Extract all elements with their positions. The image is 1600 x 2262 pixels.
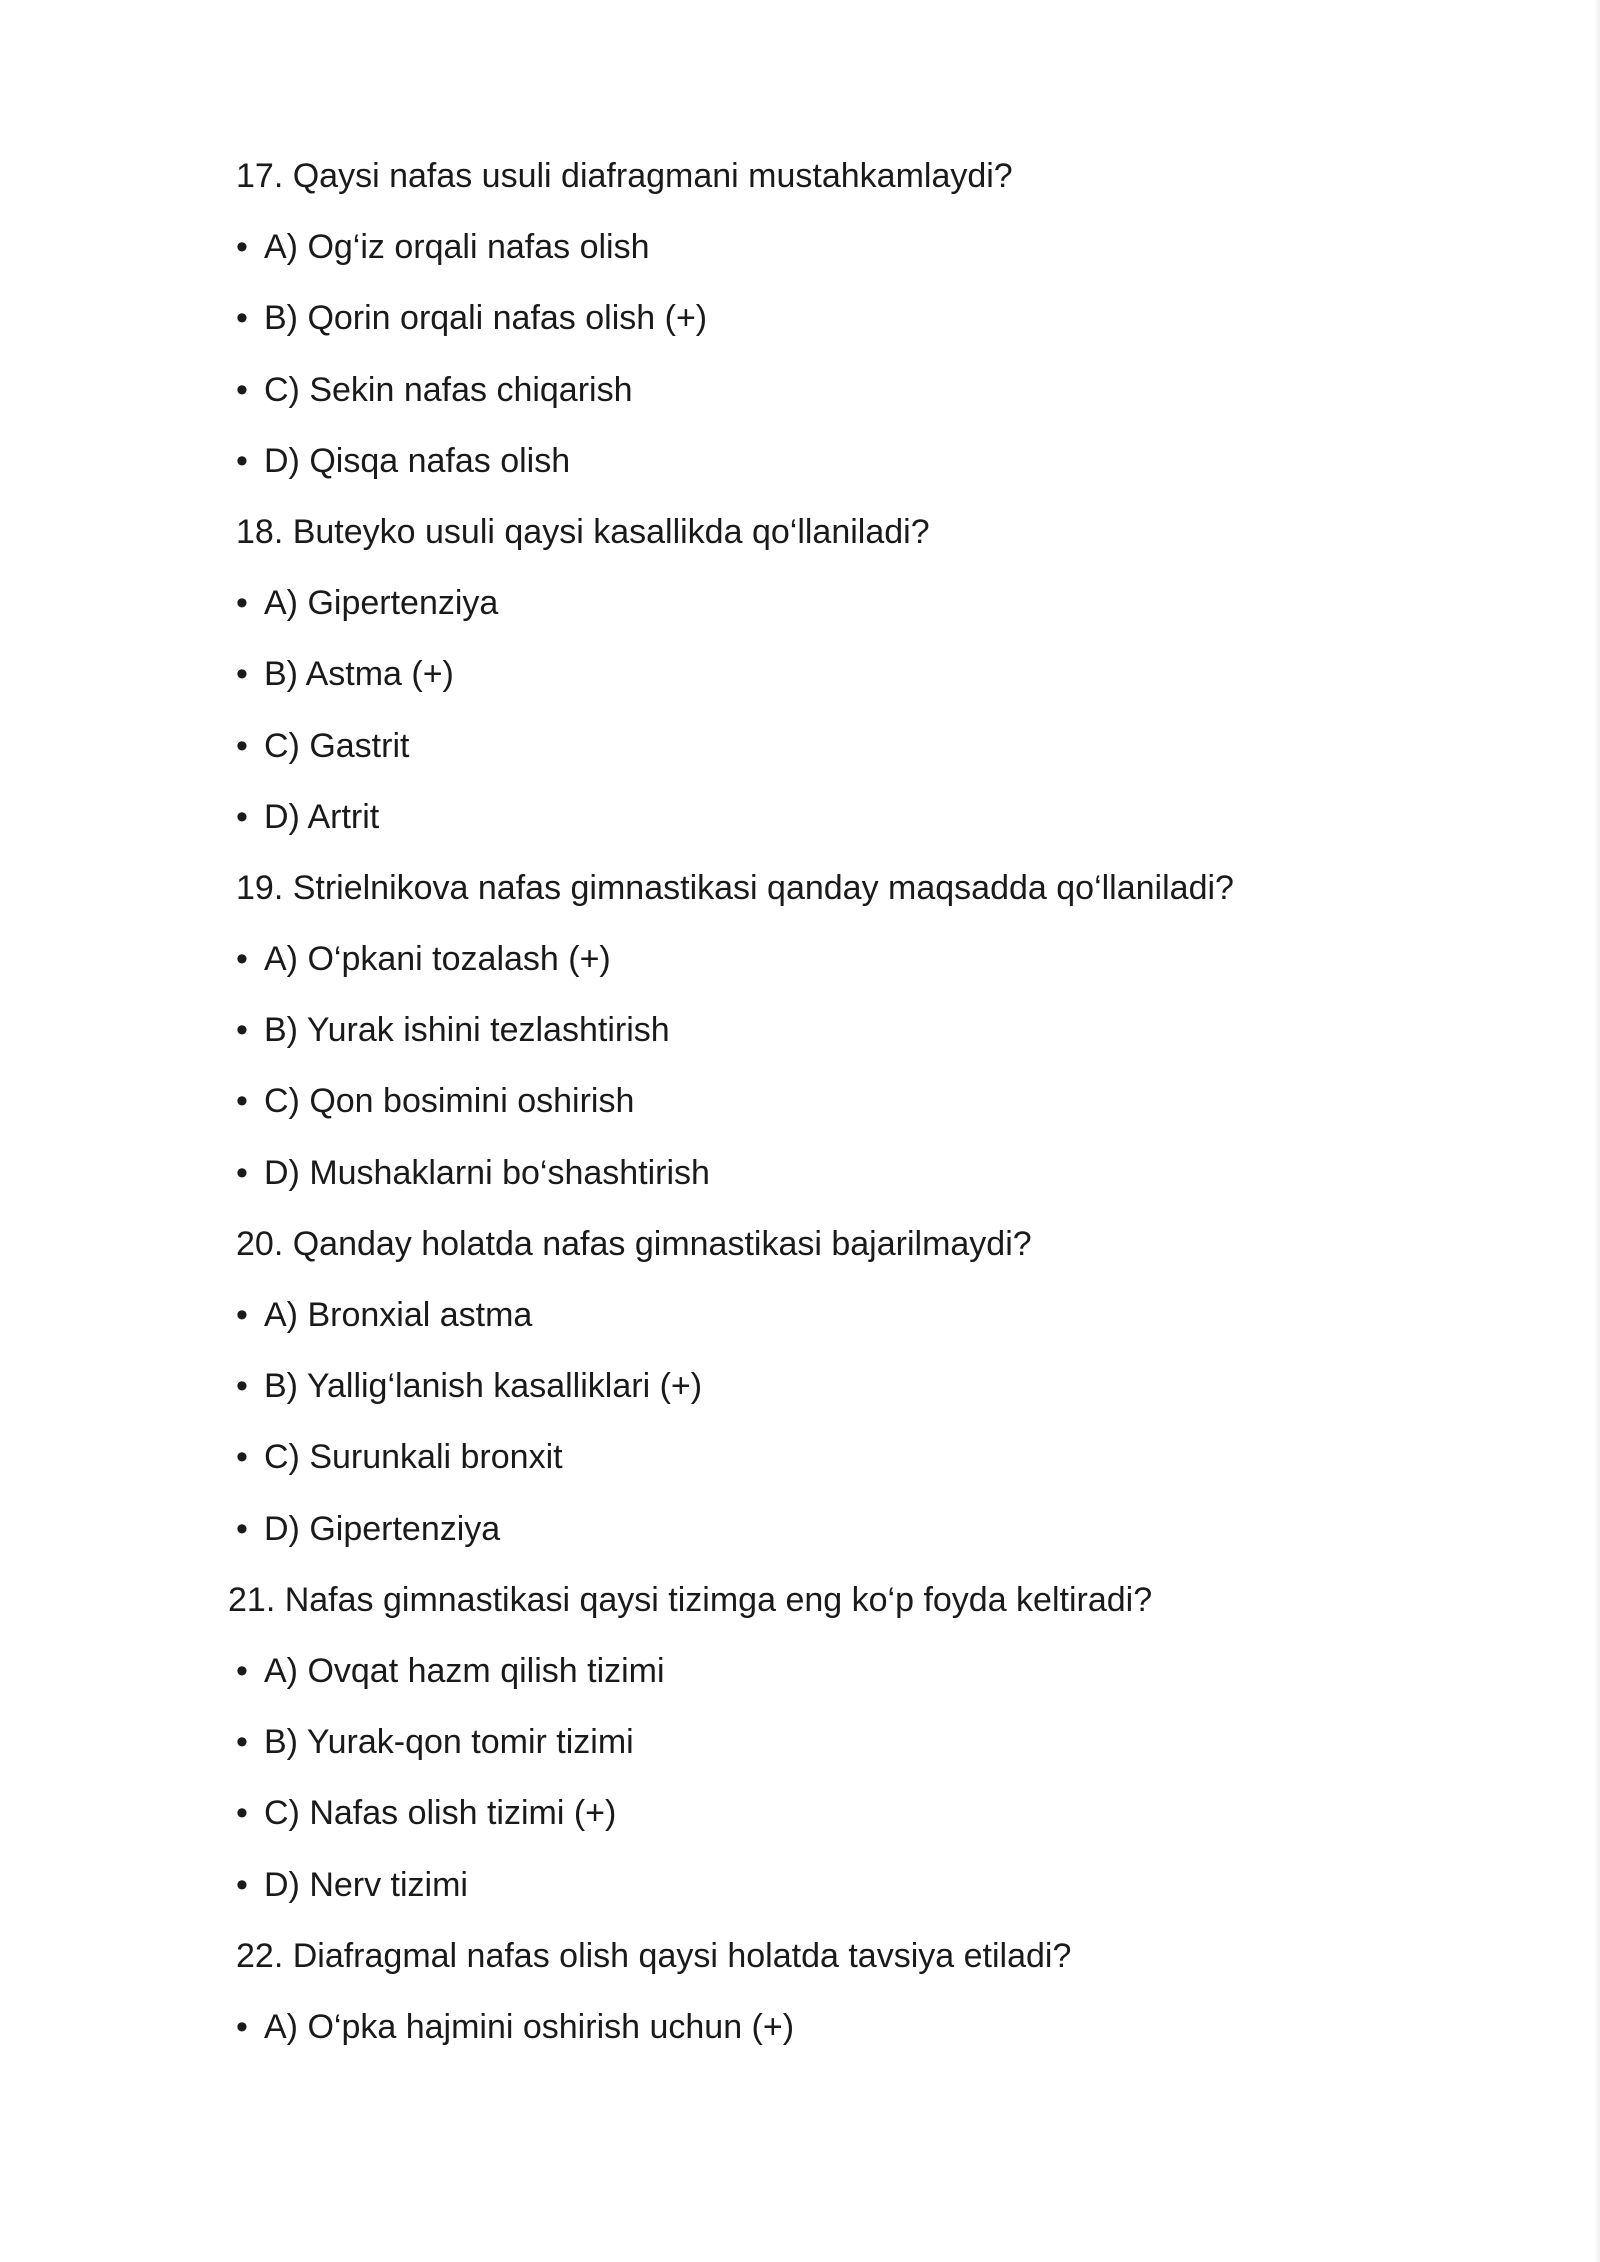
option-text: C) Sekin nafas chiqarish (264, 370, 633, 409)
option-text: A) Og‘iz orqali nafas olish (264, 228, 650, 267)
option-text: B) Yurak ishini tezlashtirish (264, 1011, 670, 1050)
bullet-icon: • (236, 1082, 248, 1121)
option-17-a (236, 219, 1476, 290)
option-18-b (236, 646, 1476, 717)
option-19-c (236, 1073, 1476, 1144)
bullet-icon: • (236, 1367, 248, 1406)
option-17-d (236, 433, 1476, 504)
option-text: D) Gipertenziya (264, 1509, 501, 1548)
option-19-d (236, 1145, 1476, 1216)
option-21-a (236, 1643, 1476, 1714)
option-18-c (236, 718, 1476, 789)
option-text: A) O‘pkani tozalash (+) (264, 940, 611, 979)
option-text: D) Nerv tizimi (264, 1865, 468, 1904)
question-21: 21. Nafas gimnastikasi qaysi tizimga eng ko‘p foyda keltiradi? (228, 1580, 1153, 1619)
option-text: C) Nafas olish tizimi (+) (264, 1794, 617, 1833)
question-22: 22. Diafragmal nafas olish qaysi holatda tavsiya etiladi? (236, 1936, 1072, 1975)
option-text: A) O‘pka hajmini oshirish uchun (+) (264, 2007, 795, 2046)
option-text: A) Ovqat hazm qilish tizimi (264, 1651, 665, 1690)
option-text: B) Qorin orqali nafas olish (+) (264, 299, 708, 338)
option-text: C) Surunkali bronxit (264, 1438, 563, 1477)
question-18: 18. Buteyko usuli qaysi kasallikda qo‘llaniladi? (236, 512, 930, 551)
bullet-icon: • (236, 2007, 248, 2046)
question-20: 20. Qanday holatda nafas gimnastikasi bajarilmaydi? (236, 1224, 1032, 1263)
page-edge-shadow (1594, 0, 1600, 2262)
bullet-icon: • (236, 1438, 248, 1477)
option-22-a (236, 1999, 1476, 2070)
option-21-b (236, 1714, 1476, 1785)
bullet-icon: • (236, 441, 248, 480)
option-text: B) Yallig‘lanish kasalliklari (+) (264, 1367, 703, 1406)
bullet-icon: • (236, 370, 248, 409)
option-18-d (236, 789, 1476, 860)
option-19-a (236, 931, 1476, 1002)
option-text: D) Mushaklarni bo‘shashtirish (264, 1153, 710, 1192)
document-body (228, 148, 1476, 2070)
option-20-d (236, 1501, 1476, 1572)
option-text: B) Astma (+) (264, 655, 454, 694)
option-text: A) Bronxial astma (264, 1296, 533, 1334)
bullet-icon: • (236, 1153, 248, 1192)
bullet-icon: • (236, 1296, 248, 1334)
bullet-icon: • (236, 940, 248, 979)
option-text: B) Yurak-qon tomir tizimi (264, 1723, 634, 1762)
option-20-b (236, 1358, 1476, 1429)
option-text: D) Qisqa nafas olish (264, 441, 571, 480)
bullet-icon: • (236, 1794, 248, 1833)
option-text: A) Gipertenziya (264, 584, 499, 623)
option-18-a (236, 575, 1476, 646)
bullet-icon: • (236, 1651, 248, 1690)
option-17-b (236, 290, 1476, 361)
option-20-a (236, 1287, 1476, 1358)
question-19: 19. Strielnikova nafas gimnastikasi qanday maqsadda qo‘llaniladi? (236, 868, 1234, 907)
bullet-icon: • (236, 1509, 248, 1548)
option-17-c (236, 362, 1476, 433)
option-text: C) Gastrit (264, 726, 410, 765)
bullet-icon: • (236, 1011, 248, 1050)
bullet-icon: • (236, 1723, 248, 1762)
option-21-c (236, 1785, 1476, 1856)
bullet-icon: • (236, 584, 248, 623)
option-19-b (236, 1002, 1476, 1073)
bullet-icon: • (236, 797, 248, 836)
bullet-icon: • (236, 228, 248, 267)
bullet-icon: • (236, 1865, 248, 1904)
bullet-icon: • (236, 655, 248, 694)
option-text: C) Qon bosimini oshirish (264, 1082, 635, 1121)
option-text: D) Artrit (264, 797, 380, 836)
bullet-icon: • (236, 299, 248, 338)
question-17: 17. Qaysi nafas usuli diafragmani mustahkamlaydi? (236, 157, 1013, 195)
option-21-d (236, 1857, 1476, 1928)
bullet-icon: • (236, 726, 248, 765)
option-20-c (236, 1429, 1476, 1500)
